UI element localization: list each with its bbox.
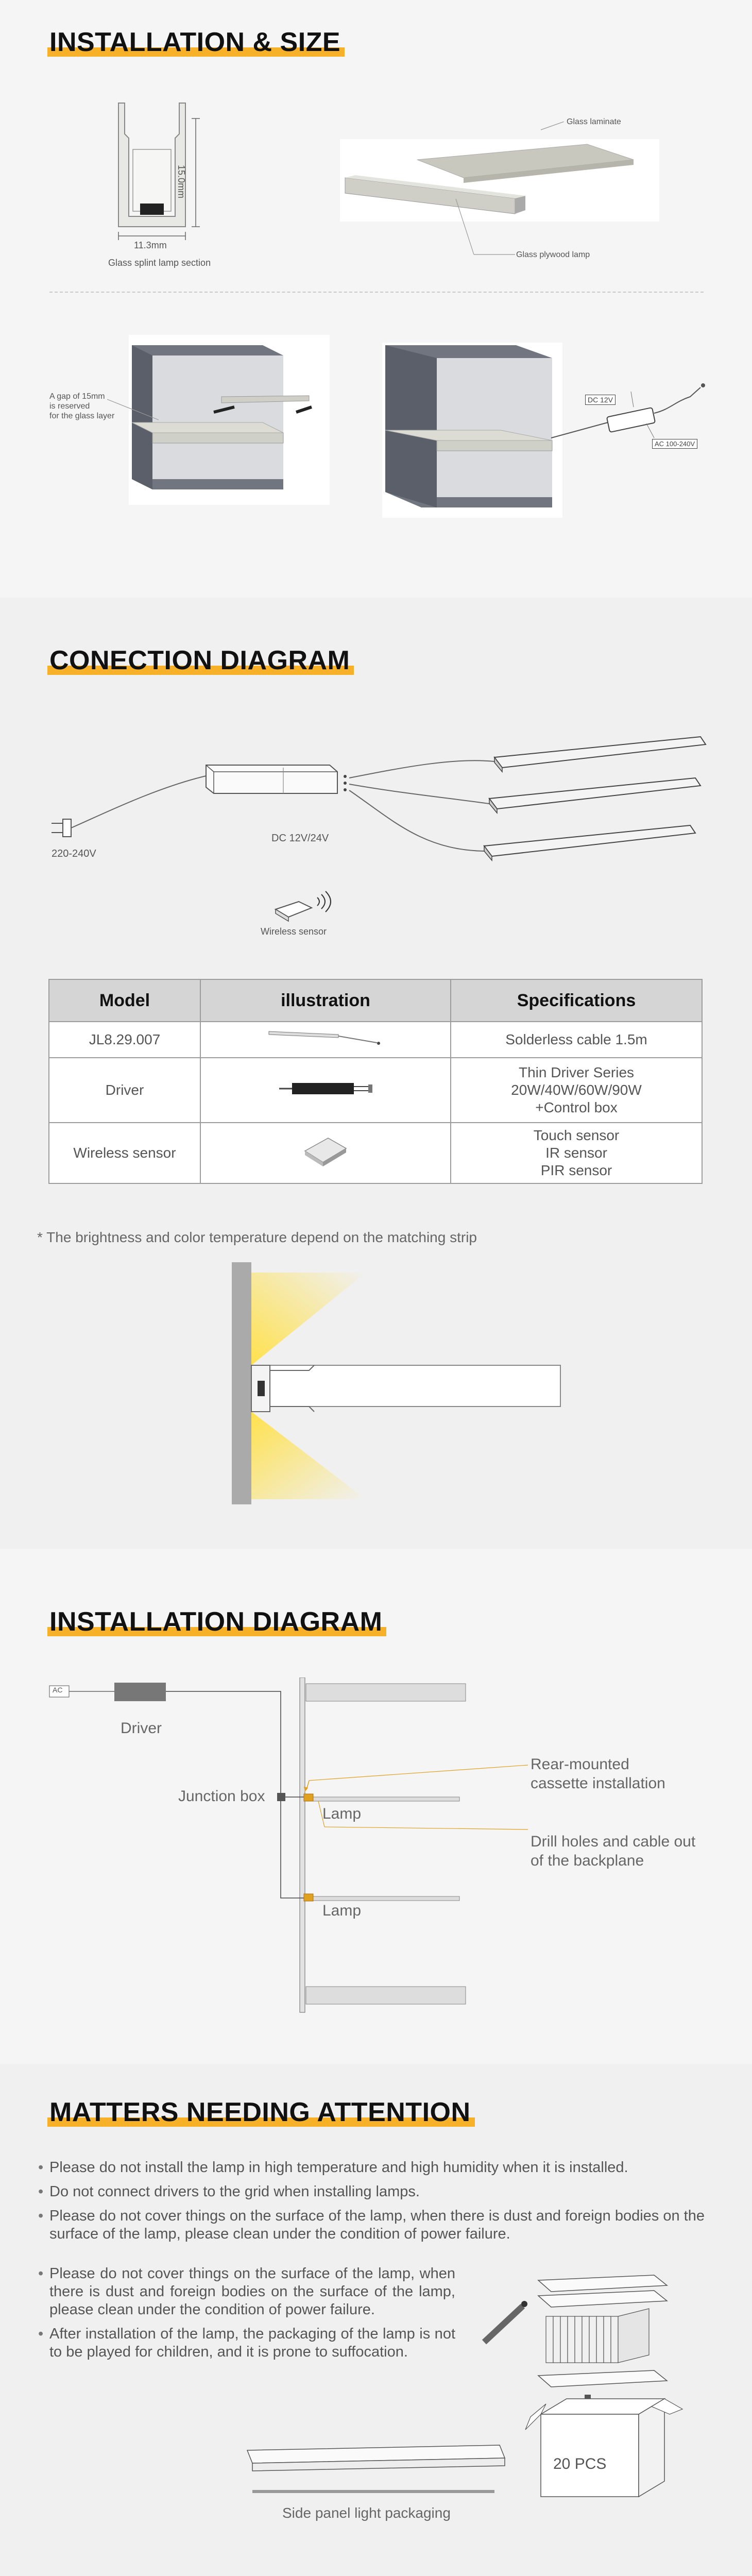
voltage-in-label: 220-240V: [52, 848, 96, 859]
list-item: • Please do not cover things on the surface of the lamp, when there is dust and foreign bodies on the surface of the lamp, please clean under the condition of power failure.: [38, 2265, 455, 2319]
cable-illustration: [266, 1027, 385, 1048]
list-item: • After installation of the lamp, the packaging of the lamp is not to be played for children, and it is prone to suffocation.: [38, 2325, 455, 2361]
section-caption: Glass splint lamp section: [108, 258, 211, 268]
table-row: [49, 1123, 702, 1183]
table-row: [49, 1022, 702, 1058]
illustration-cell: [200, 1123, 451, 1183]
gap-leader-line: [107, 397, 164, 428]
gap-note: A gap of 15mm is reserved for the glass layer: [49, 392, 115, 420]
connection-drawing: [41, 716, 711, 948]
dim-height-label: 15.0mm: [176, 165, 186, 199]
label-leader-lines: [453, 122, 752, 266]
attention-list-full: [38, 2159, 713, 2249]
driver-voltage-label: DC 12V/24V: [271, 833, 329, 844]
drill-holes-label: Drill holes and cable out of the backplane: [531, 1833, 696, 1869]
spec-header-model: Model: [49, 979, 200, 1022]
packaging-caption: Side panel light packaging: [282, 2505, 451, 2521]
model-cell: Wireless sensor: [49, 1123, 200, 1183]
spec-header-illustration: illustration: [200, 979, 451, 1022]
illustration-cell: [200, 1058, 451, 1123]
spec-cell: Thin Driver Series 20W/40W/60W/90W +Control box: [451, 1058, 702, 1123]
illustration-cell: [200, 1022, 451, 1058]
installation-diagram-section: [0, 1549, 752, 2064]
glass-plywood-lamp-label: Glass plywood lamp: [516, 250, 590, 259]
ac-box-label: AC: [53, 1686, 63, 1694]
wireless-sensor-label: Wireless sensor: [261, 926, 327, 937]
attention-heading: MATTERS NEEDING ATTENTION: [49, 2097, 471, 2128]
dim-width-label: 11.3mm: [134, 240, 167, 250]
brightness-note: * The brightness and color temperature depend on the matching strip: [37, 1229, 477, 1245]
table-row: [49, 1058, 702, 1123]
spec-table: [48, 979, 703, 1184]
installation-size-section: [0, 0, 752, 598]
lighting-illustration: [227, 1262, 577, 1510]
packaging-drawing: [237, 2260, 690, 2569]
connection-heading: CONECTION DIAGRAM: [49, 645, 350, 676]
list-item: • Do not connect drivers to the grid when installing lamps.: [38, 2183, 713, 2201]
connection-section: [0, 598, 752, 1549]
driver-illustration: [277, 1075, 374, 1101]
spec-cell: Solderless cable 1.5m: [451, 1022, 702, 1058]
spec-header-specifications: Specifications: [451, 979, 702, 1022]
rear-mounted-label: Rear-mounted cassette installation: [531, 1756, 665, 1792]
installation-diagram-heading: INSTALLATION DIAGRAM: [49, 1606, 382, 1637]
model-cell: Driver: [49, 1058, 200, 1123]
glass-laminate-label: Glass laminate: [567, 117, 621, 126]
sensor-illustration: [295, 1130, 356, 1172]
junction-box-label: Junction box: [178, 1788, 265, 1805]
cabinet-drawing-2: [382, 343, 562, 518]
attention-section: [0, 2064, 752, 2576]
list-item: • Please do not cover things on the surface of the lamp, when there is dust and foreign bodies on the surface of the lamp, please clean under the condition of power failure.: [38, 2207, 713, 2243]
lamp-label-2: Lamp: [322, 1902, 362, 1919]
lamp-label-1: Lamp: [322, 1805, 362, 1822]
driver-label: Driver: [121, 1720, 162, 1737]
installation-size-heading: INSTALLATION & SIZE: [49, 27, 340, 58]
spec-table-header-row: [49, 979, 702, 1022]
list-item: • Please do not install the lamp in high temperature and high humidity when it is installed.: [38, 2159, 713, 2177]
box-count-label: 20 PCS: [553, 2455, 607, 2472]
spec-cell: Touch sensor IR sensor PIR sensor: [451, 1123, 702, 1183]
dc-label: DC 12V: [585, 395, 616, 405]
ac-label: AC 100-240V: [652, 439, 697, 449]
dashed-divider: [49, 292, 704, 293]
model-cell: JL8.29.007: [49, 1022, 200, 1058]
